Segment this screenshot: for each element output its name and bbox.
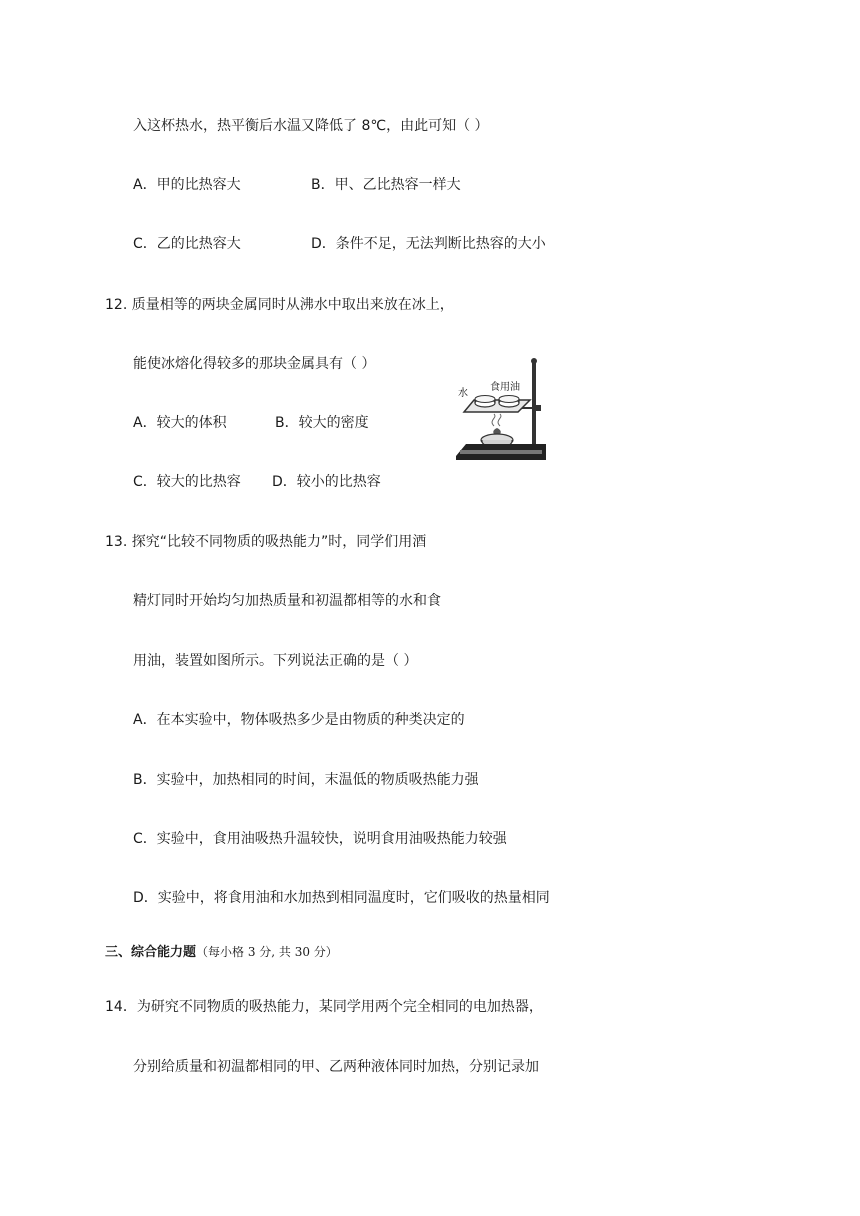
q11-stem-continued: 入这杯热水，热平衡后水温又降低了 8℃，由此可知（ ）	[133, 118, 489, 134]
stand-rod	[532, 360, 536, 452]
q14-stem-line-1: 14．为研究不同物质的吸热能力，某同学用两个完全相同的电加热器，	[105, 999, 543, 1015]
section-3-heading	[105, 942, 338, 963]
section-3-note: （每小格 3 分, 共 30 分）	[196, 945, 338, 959]
q11-option-a: A．甲的比热容大	[133, 177, 241, 193]
q12-stem-line-2: 能使冰熔化得较多的那块金属具有（ ）	[133, 356, 376, 372]
q13-option-b: B．实验中，加热相同的时间，末温低的物质吸热能力强	[133, 772, 479, 788]
oil-beaker-top	[499, 396, 519, 403]
q13-stem-line-3: 用油，装置如图所示。下列说法正确的是（ ）	[133, 653, 418, 669]
q13-option-d: D．实验中，将食用油和水加热到相同温度时，它们吸收的热量相同	[133, 890, 550, 906]
q12-stem-line-1: 12. 质量相等的两块金属同时从沸水中取出来放在冰上，	[105, 297, 454, 313]
label-water: 水	[458, 388, 468, 399]
q13-stem-line-2: 精灯同时开始均匀加热质量和初温都相等的水和食	[133, 593, 441, 609]
q12-option-a: A．较大的体积	[133, 415, 227, 431]
heating-plate	[464, 400, 530, 412]
q12-option-b: B．较大的密度	[275, 415, 369, 431]
water-beaker-top	[475, 396, 495, 403]
q13-stem-line-1: 13. 探究“比较不同物质的吸热能力”时，同学们用酒	[105, 534, 427, 550]
stand-base-highlight	[460, 450, 542, 454]
clamp-screw	[536, 405, 541, 411]
q11-option-c: C．乙的比热容大	[133, 236, 241, 252]
q11-option-b: B．甲、乙比热容一样大	[311, 177, 461, 193]
q14-stem-line-2: 分别给质量和初温都相同的甲、乙两种液体同时加热，分别记录加	[133, 1059, 539, 1075]
q12-option-d: D．较小的比热容	[272, 474, 381, 490]
q12-option-c: C．较大的比热容	[133, 474, 241, 490]
q13-option-a: A．在本实验中，物体吸热多少是由物质的种类决定的	[133, 712, 465, 728]
flame-lines	[492, 414, 501, 426]
q11-option-d: D．条件不足，无法判断比热容的大小	[311, 236, 546, 252]
heating-apparatus-figure	[452, 356, 552, 478]
label-oil: 食用油	[490, 382, 520, 393]
stand-rod-top	[531, 358, 537, 364]
q13-option-c: C．实验中，食用油吸热升温较快，说明食用油吸热能力较强	[133, 831, 507, 847]
section-3-title: 三、综合能力题	[105, 945, 197, 960]
